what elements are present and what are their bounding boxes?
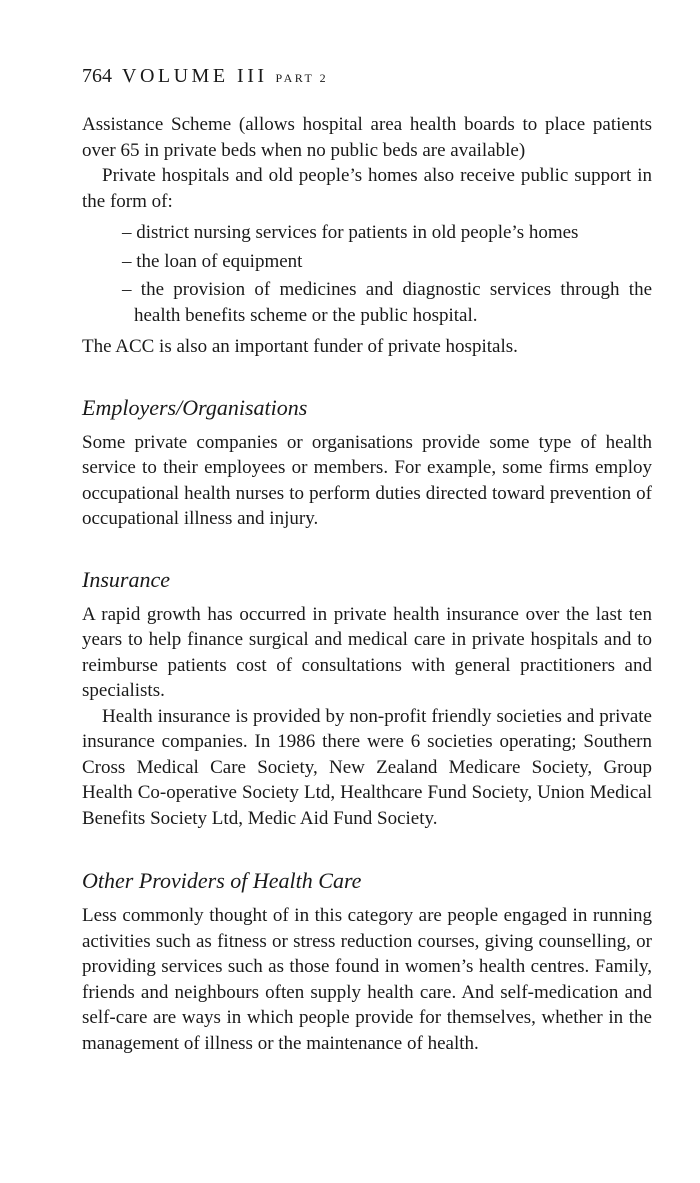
part-label: PART 2 [275,71,329,85]
paragraph-acc: The ACC is also an important funder of private hospitals. [82,336,518,357]
paragraph-public-support: Private hospitals and old people’s homes also receive public support in the form of: [82,165,652,212]
heading-insurance: Insurance [82,566,170,592]
list-item: – the provision of medicines and diagnostic services through the health benefits scheme or the public hospital. [122,279,652,326]
page-number: 764 [82,65,112,87]
heading-other-providers: Other Providers of Health Care [82,868,362,893]
paragraph-insurance-providers: Health insurance is provided by non-profit friendly societies and private insurance companies. In 1986 there were 6 societies operating; Southern Cross Medical Care Society, New Zealand Medicare Society, Group Health Co-operative Society Ltd, Healthcare Fund Society, Union Medical Benefits Society Ltd, Medic Aid Fund Society. [82,705,652,829]
paragraph-insurance-growth: A rapid growth has occurred in private health insurance over the last ten years to help finance surgical and medical care in private hospitals and to reimburse patients cost of consultations with general practitioners and specialists. [82,603,652,701]
list-item: – the loan of equipment [122,250,303,272]
list-item: – district nursing services for patients in old people’s homes [122,222,579,243]
running-head [82,64,328,90]
paragraph-assistance-scheme: Assistance Scheme (allows hospital area health boards to place patients over 65 in private beds when no public beds are available) [82,114,652,161]
paragraph-employers: Some private companies or organisations provide some type of health service to their employees or members. For example, some firms employ occupational health nurses to perform duties directed toward prevention of occupational illness and injury. [82,431,652,529]
page-body [82,112,652,1056]
volume-label: VOLUME III [122,65,268,87]
paragraph-other-providers: Less commonly thought of in this category are people engaged in running activities such as fitness or stress reduction courses, giving counselling, or providing services such as those found in women’s health centres. Family, friends and neighbours often supply health care. And self-medication and self-care are ways in which people provide for themselves, whether in the management of illness or the maintenance of health. [82,905,652,1054]
support-list [82,220,652,328]
heading-employers: Employers/Organisations [82,394,308,420]
